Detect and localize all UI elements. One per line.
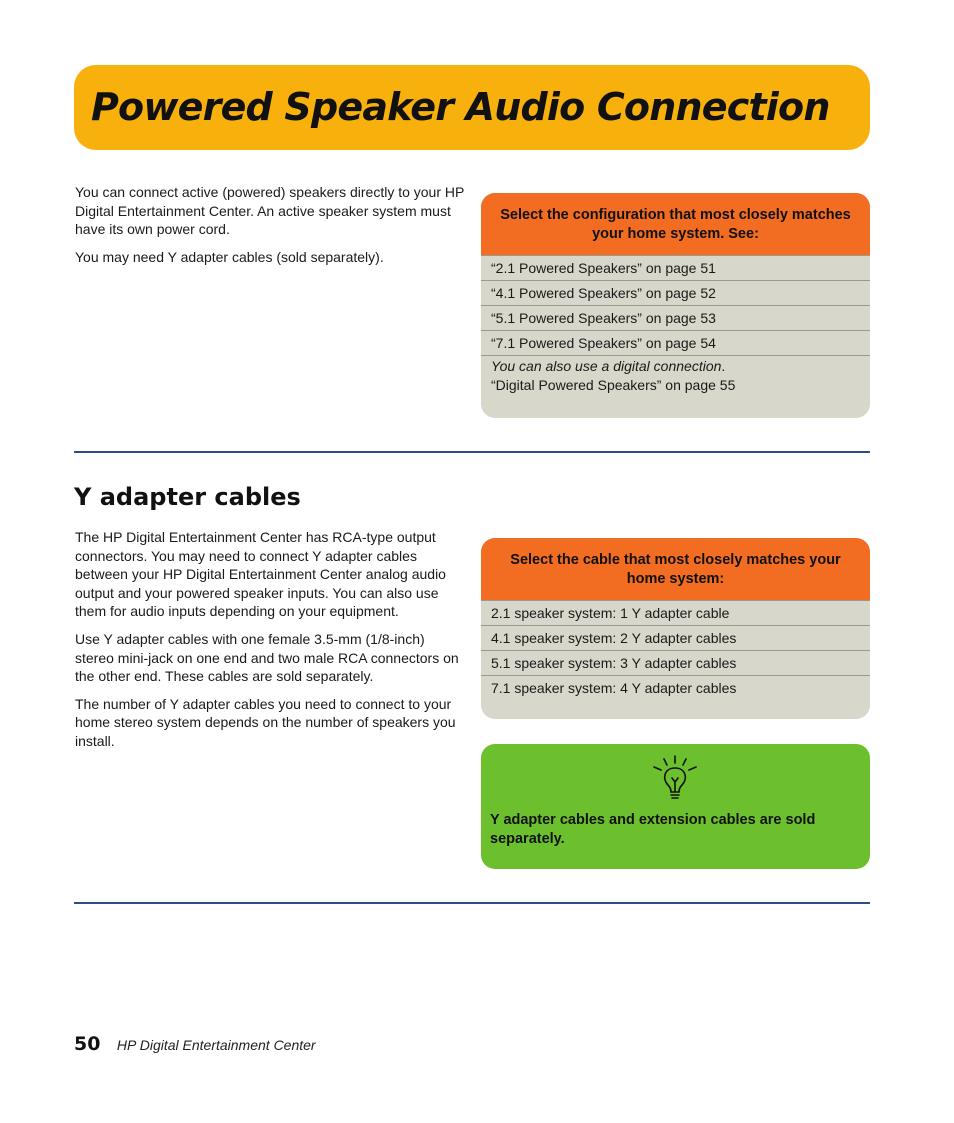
config-box <box>481 193 870 418</box>
config-link[interactable]: “2.1 Powered Speakers” on page 51 <box>481 255 870 280</box>
page-number: 50 <box>74 1033 101 1055</box>
bottom-divider <box>74 902 870 904</box>
section-divider <box>74 451 870 453</box>
config-link[interactable]: “4.1 Powered Speakers” on page 52 <box>481 280 870 305</box>
tip-box <box>481 744 870 869</box>
footer-doc-title: HP Digital Entertainment Center <box>116 1037 316 1053</box>
config-link[interactable]: “Digital Powered Speakers” on page 55 <box>491 377 736 393</box>
digital-note-text: You can also use a digital connection <box>491 358 722 374</box>
section-paragraph: The HP Digital Entertainment Center has RCA-type output connectors. You may need to connect Y adapter cables between your HP Digital Entertainment Center analog audio output and your powered speaker inputs. You can also use them for audio inputs depending on your equipment. <box>75 529 446 620</box>
config-box-heading: Select the configuration that most closely matches your home system. See: <box>481 193 870 255</box>
section-heading: Y adapter cables <box>74 483 301 511</box>
section-paragraph: The number of Y adapter cables you need to connect to your home stereo system depends on the number of speakers you install. <box>75 695 456 749</box>
intro-text <box>75 183 465 275</box>
intro-paragraph: You may need Y adapter cables (sold separately). <box>75 248 384 265</box>
tip-text: Y adapter cables and extension cables are sold separately. <box>490 812 816 847</box>
lightbulb-icon <box>650 754 700 802</box>
cable-option: 2.1 speaker system: 1 Y adapter cable <box>481 600 870 625</box>
cable-box <box>481 538 870 719</box>
cable-option: 7.1 speaker system: 4 Y adapter cables <box>481 675 870 700</box>
config-link[interactable]: “7.1 Powered Speakers” on page 54 <box>481 330 870 355</box>
config-digital-note <box>481 355 870 395</box>
title-banner <box>74 65 870 150</box>
intro-paragraph: You can connect active (powered) speakers directly to your HP Digital Entertainment Center. An active speaker system must have its own power cord. <box>75 184 465 238</box>
section-text <box>75 528 465 760</box>
config-link[interactable]: “5.1 Powered Speakers” on page 53 <box>481 305 870 330</box>
page-title: Powered Speaker Audio Connection <box>91 85 830 129</box>
cable-option: 4.1 speaker system: 2 Y adapter cables <box>481 625 870 650</box>
page-footer <box>74 1033 316 1055</box>
cable-box-heading: Select the cable that most closely matches your home system: <box>481 538 870 600</box>
section-paragraph: Use Y adapter cables with one female 3.5-mm (1/8-inch) stereo mini-jack on one end and two male RCA connectors on the other end. These cables are sold separately. <box>75 630 459 685</box>
cable-option: 5.1 speaker system: 3 Y adapter cables <box>481 650 870 675</box>
digital-note-period: . <box>721 358 726 374</box>
